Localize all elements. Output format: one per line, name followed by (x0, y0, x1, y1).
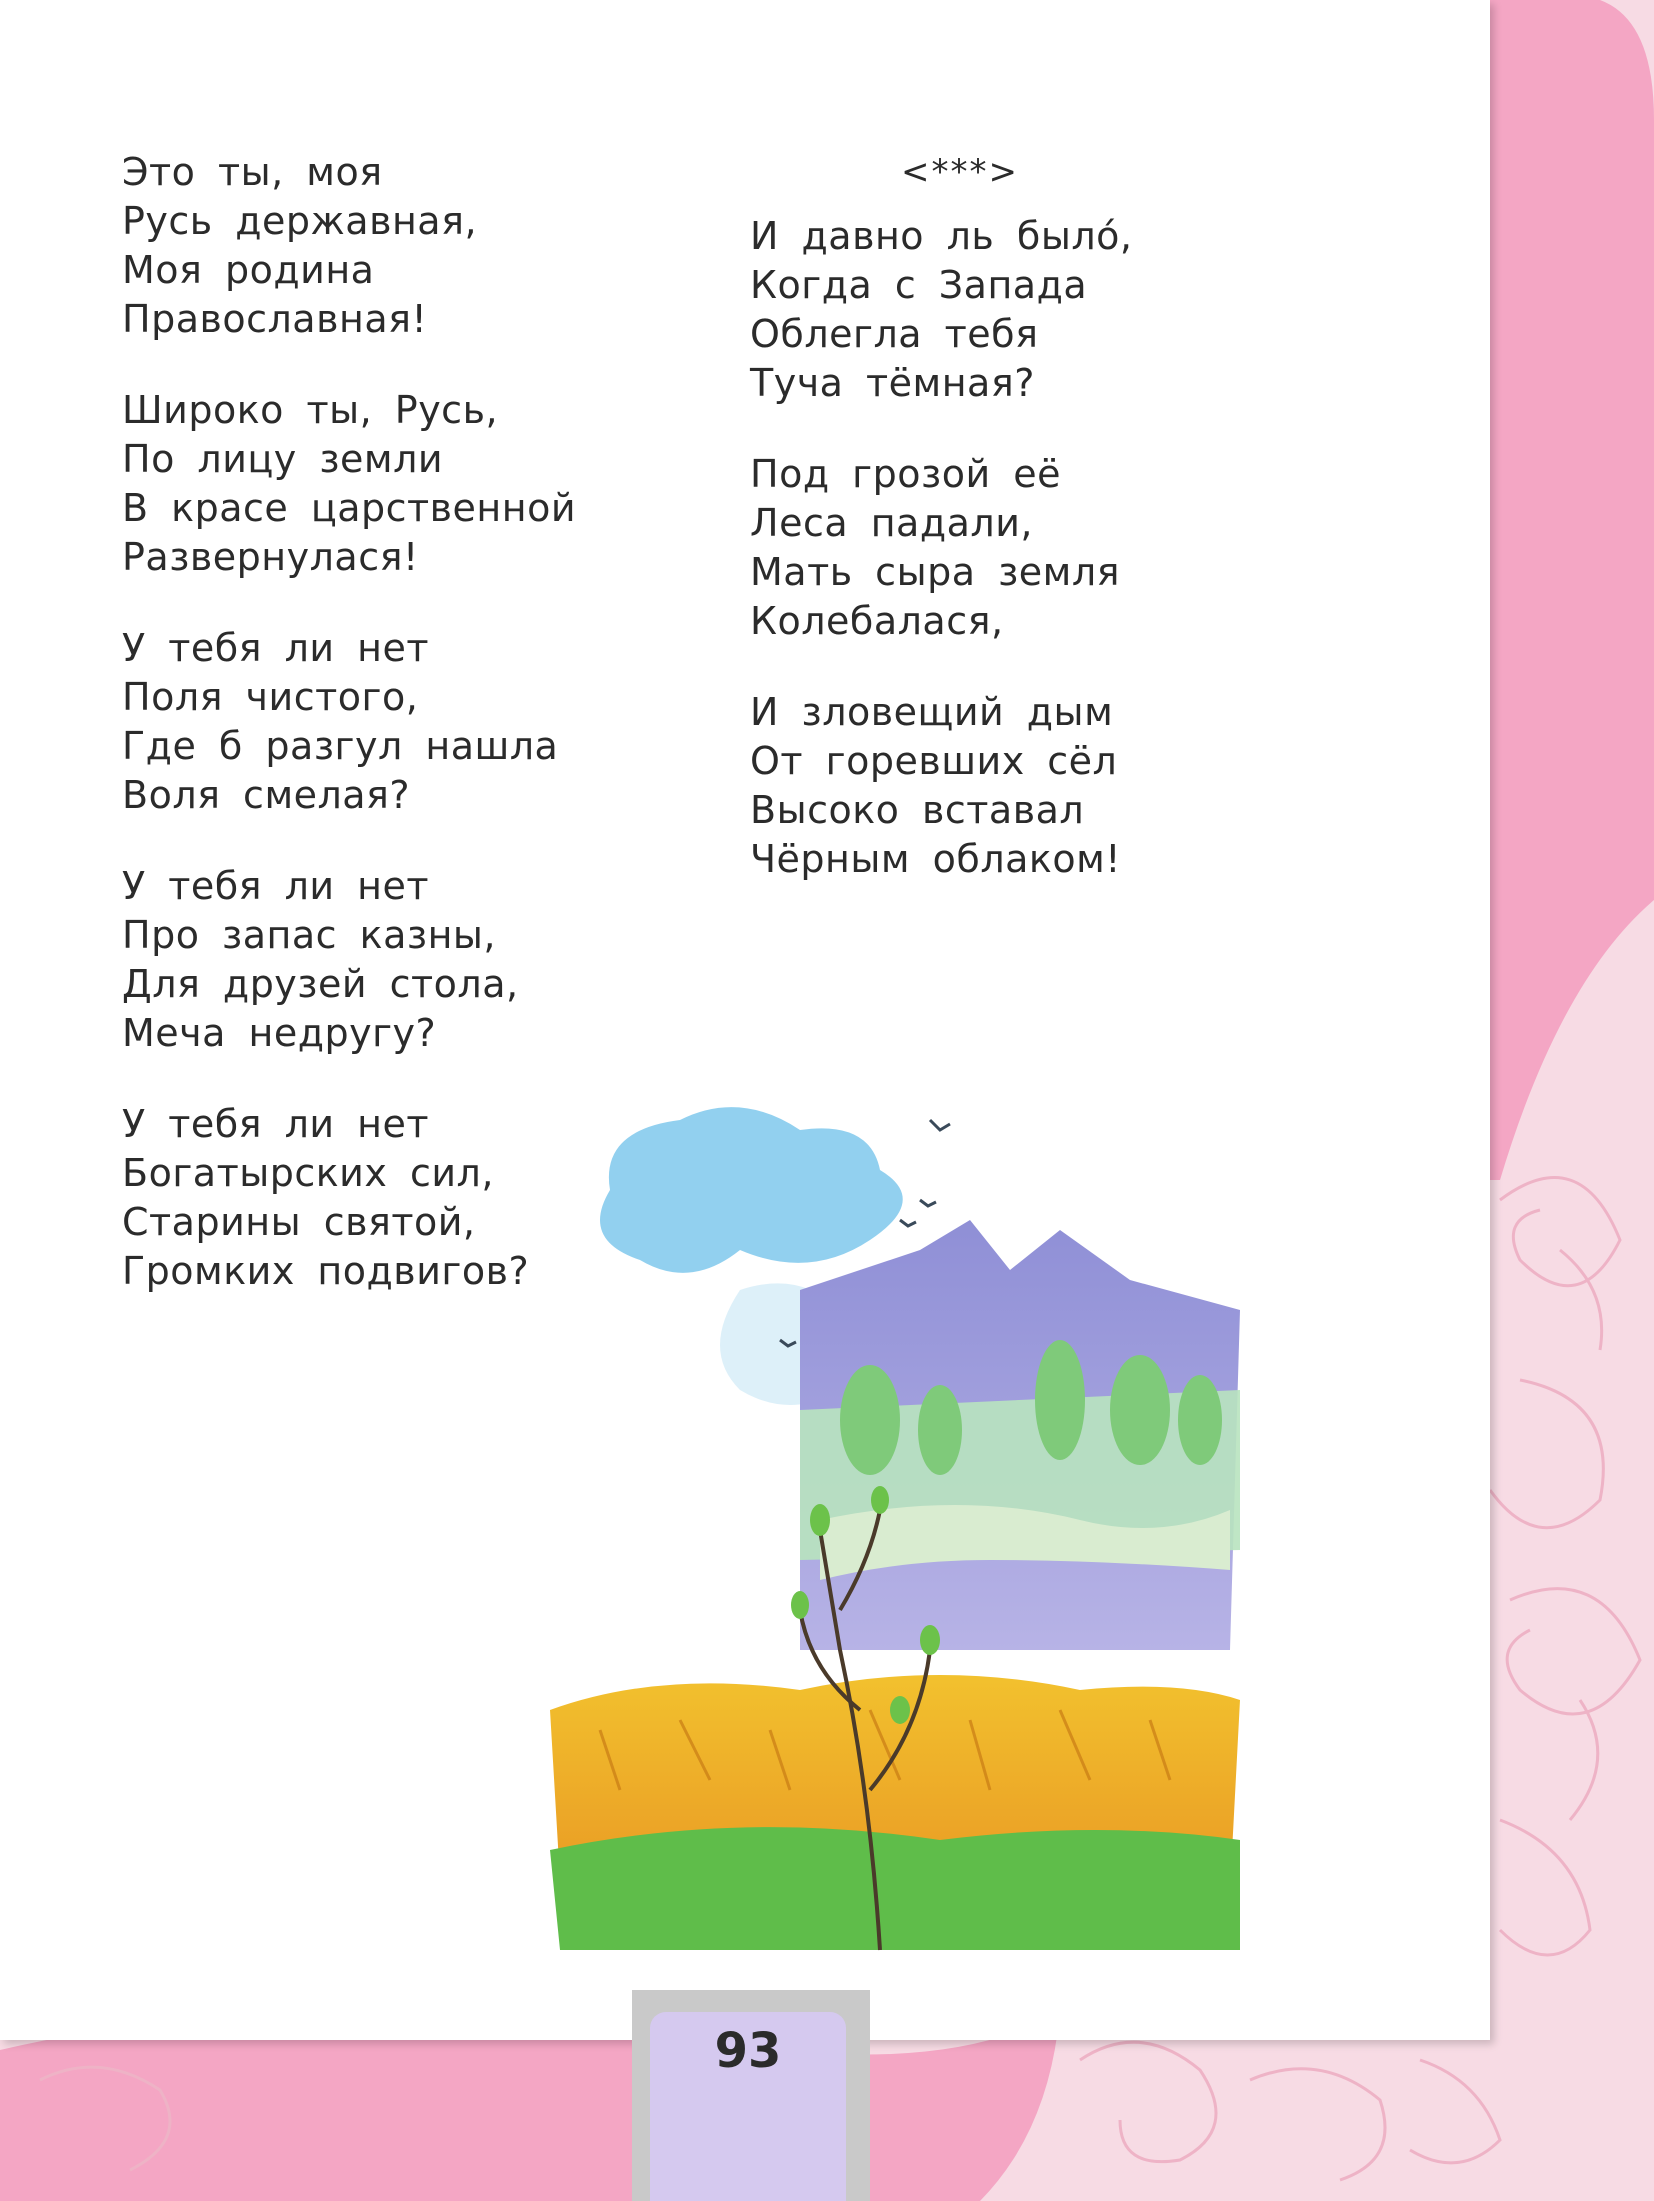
poem-line: Облегла тебя (750, 312, 1039, 356)
poem-line: Это ты, моя (122, 150, 383, 194)
poem-line: Когда с Запада (750, 263, 1088, 307)
poem-line: Для друзей стола, (122, 962, 519, 1006)
stanza (750, 688, 1310, 884)
section-marker: <***> (901, 152, 1019, 192)
stanza (122, 624, 682, 820)
poem-line: Громких подвигов? (122, 1249, 530, 1293)
poem-line: Богатырских сил, (122, 1151, 494, 1195)
poem-line: Высоко вставал (750, 788, 1085, 832)
poem-line: Развернулася! (122, 535, 419, 579)
poem-line: В красе царственной (122, 486, 577, 530)
poem-line: От горевших сёл (750, 739, 1118, 783)
poem-line: Меча недругу? (122, 1011, 437, 1055)
poem-line: Чёрным облаком! (750, 837, 1122, 881)
poem-line: По лицу земли (122, 437, 444, 481)
poem-line: И зловещий дым (750, 690, 1114, 734)
poem-line: Где б разгул нашла (122, 724, 559, 768)
stanza (122, 386, 682, 582)
page-number: 93 (650, 2012, 846, 2201)
poem-line: Моя родина (122, 248, 375, 292)
poem-line: Воля смелая? (122, 773, 411, 817)
poem-line: У тебя ли нет (122, 864, 430, 908)
poem-line: Поля чистого, (122, 675, 419, 719)
poem-line: Русь державная, (122, 199, 478, 243)
poem-line: У тебя ли нет (122, 1102, 430, 1146)
stanza (122, 862, 682, 1058)
poem-line: Православная! (122, 297, 428, 341)
landscape-illustration-icon (540, 1090, 1420, 1990)
stanza (750, 212, 1310, 408)
poem-line: Мать сыра земля (750, 550, 1120, 594)
poem-line: Леса падали, (750, 501, 1033, 545)
poem-line: Туча тёмная? (750, 361, 1035, 405)
poem-right-column (750, 148, 1310, 926)
poem-line: Про запас казны, (122, 913, 496, 957)
stanza (750, 450, 1310, 646)
stanza (122, 148, 682, 344)
poem-line: Под грозой её (750, 452, 1061, 496)
poem-line: У тебя ли нет (122, 626, 430, 670)
poem-line: Широко ты, Русь, (122, 388, 499, 432)
poem-line: И давно ль было́, (750, 214, 1133, 258)
poem-line: Старины святой, (122, 1200, 476, 1244)
poem-line: Колебалася, (750, 599, 1004, 643)
